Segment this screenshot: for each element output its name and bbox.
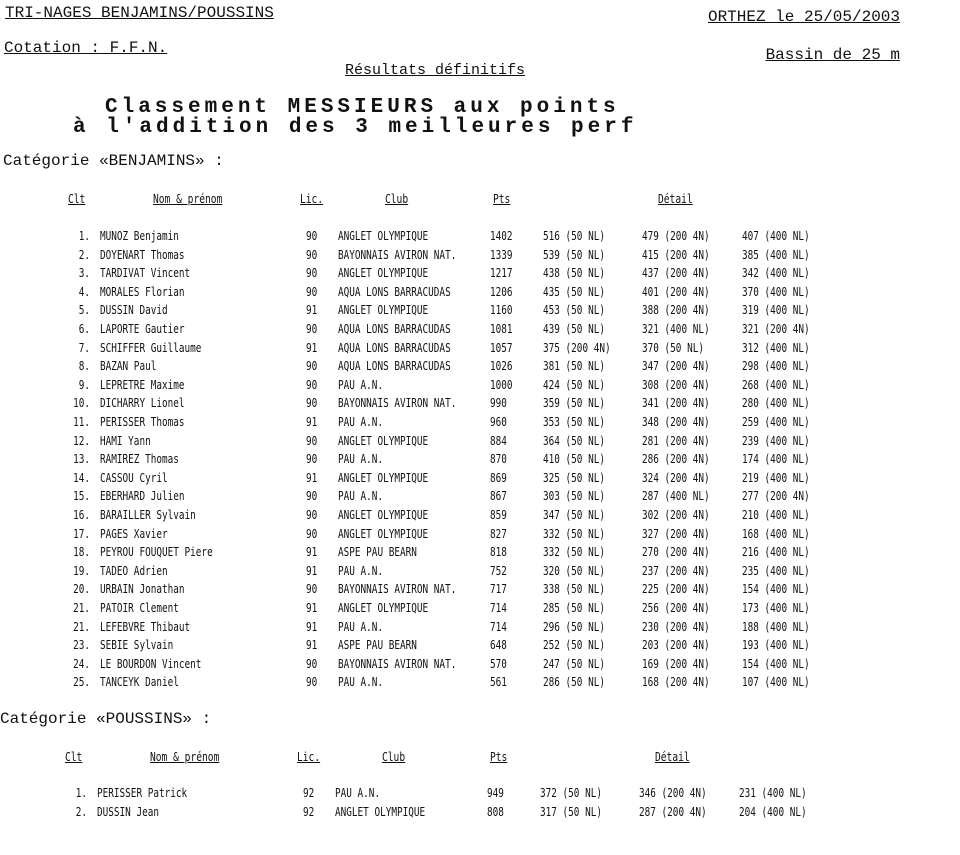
column-header-club: Club <box>385 192 409 206</box>
cell-d2: 370 (50 NL) <box>642 340 704 355</box>
cell-clt: 4. <box>78 284 90 299</box>
cell-d3: 174 (400 NL) <box>742 452 810 467</box>
cell-name: MUNOZ Benjamin <box>100 229 179 243</box>
cell-d3: 298 (400 NL) <box>742 359 810 374</box>
cell-d3: 312 (400 NL) <box>742 340 810 355</box>
cell-d3: 277 (200 4N) <box>742 489 810 504</box>
cell-lic: 90 <box>306 396 318 411</box>
cell-club: ANGLET OLYMPIQUE <box>338 470 429 485</box>
cell-pts: 818 <box>490 545 507 560</box>
cell-club: ANGLET OLYMPIQUE <box>338 303 429 318</box>
cell-pts: 570 <box>490 656 507 671</box>
cell-d1: 303 (50 NL) <box>543 489 605 504</box>
cell-d3: 154 (400 NL) <box>742 582 810 597</box>
table-row <box>0 229 960 247</box>
cell-pts: 648 <box>490 638 507 653</box>
table-row <box>0 805 960 823</box>
cell-lic: 90 <box>306 675 318 690</box>
cell-d2: 479 (200 4N) <box>642 229 710 243</box>
column-header-name: Nom & prénom <box>150 750 220 764</box>
cell-d3: 154 (400 NL) <box>742 656 810 671</box>
cell-d1: 286 (50 NL) <box>543 675 605 690</box>
cell-clt: 11. <box>73 415 90 429</box>
cell-d2: 287 (200 4N) <box>639 804 707 819</box>
cell-name: BARAILLER Sylvain <box>100 508 196 522</box>
cell-clt: 18. <box>73 545 90 560</box>
cell-clt: 5. <box>78 303 90 318</box>
cell-d3: 204 (400 NL) <box>739 804 807 819</box>
cell-d2: 347 (200 4N) <box>642 359 710 374</box>
cell-d2: 401 (200 4N) <box>642 284 710 299</box>
cell-name: SCHIFFER Guillaume <box>100 340 202 355</box>
cell-clt: 25. <box>73 675 90 690</box>
cell-d2: 169 (200 4N) <box>642 656 710 671</box>
cell-d2: 302 (200 4N) <box>642 508 710 522</box>
cell-club: PAU A.N. <box>338 415 384 429</box>
cell-pts: 1402 <box>490 229 513 243</box>
cell-d2: 203 (200 4N) <box>642 638 710 653</box>
table-row <box>0 489 960 507</box>
column-header-lic: Lic. <box>297 750 321 764</box>
cell-d3: 259 (400 NL) <box>742 415 810 429</box>
table-row <box>0 657 960 675</box>
cell-pts: 859 <box>490 508 507 522</box>
cell-d3: 342 (400 NL) <box>742 266 810 281</box>
cell-name: LE BOURDON Vincent <box>100 656 202 671</box>
cell-d1: 347 (50 NL) <box>543 508 605 522</box>
cell-clt: 24. <box>73 656 90 671</box>
cell-d1: 296 (50 NL) <box>543 619 605 634</box>
cell-d3: 321 (200 4N) <box>742 322 810 336</box>
cell-name: TANCEYK Daniel <box>100 675 179 690</box>
cell-d1: 453 (50 NL) <box>543 303 605 318</box>
cell-d1: 424 (50 NL) <box>543 377 605 392</box>
cell-name: TARDIVAT Vincent <box>100 266 191 281</box>
table-row <box>0 786 960 804</box>
cell-clt: 3. <box>78 266 90 281</box>
cell-d2: 225 (200 4N) <box>642 582 710 597</box>
cell-lic: 90 <box>306 582 318 597</box>
cell-d1: 247 (50 NL) <box>543 656 605 671</box>
column-header-pts: Pts <box>490 750 508 764</box>
cell-clt: 7. <box>78 340 90 355</box>
cell-name: HAMI Yann <box>100 433 151 448</box>
cell-d3: 173 (400 NL) <box>742 601 810 615</box>
cell-d1: 439 (50 NL) <box>543 322 605 336</box>
cell-club: PAU A.N. <box>338 489 384 504</box>
cell-name: URBAIN Jonathan <box>100 582 185 597</box>
table-row <box>0 508 960 526</box>
column-header-pts: Pts <box>493 192 511 206</box>
cell-clt: 10. <box>73 396 90 411</box>
table-row <box>0 582 960 600</box>
place-date: ORTHEZ le 25/05/2003 <box>707 8 900 26</box>
cell-d2: 270 (200 4N) <box>642 545 710 560</box>
cell-name: CASSOU Cyril <box>100 470 168 485</box>
cell-lic: 90 <box>306 433 318 448</box>
cell-name: LEPRETRE Maxime <box>100 377 185 392</box>
cell-d3: 193 (400 NL) <box>742 638 810 653</box>
cell-name: PAGES Xavier <box>100 526 168 541</box>
cell-d2: 321 (400 NL) <box>642 322 710 336</box>
cell-d1: 332 (50 NL) <box>543 545 605 560</box>
cell-d3: 168 (400 NL) <box>742 526 810 541</box>
table-row <box>0 341 960 359</box>
cell-d3: 219 (400 NL) <box>742 470 810 485</box>
cell-d1: 332 (50 NL) <box>543 526 605 541</box>
cell-lic: 90 <box>306 322 318 336</box>
cell-pts: 884 <box>490 433 507 448</box>
cell-lic: 92 <box>303 786 315 800</box>
cell-clt: 21. <box>73 601 90 615</box>
cell-clt: 8. <box>78 359 90 374</box>
cell-pts: 869 <box>490 470 507 485</box>
table-row <box>0 564 960 582</box>
cell-club: AQUA LONS BARRACUDAS <box>338 284 451 299</box>
cell-d2: 341 (200 4N) <box>642 396 710 411</box>
cell-name: LEFEBVRE Thibaut <box>100 619 191 634</box>
cell-d1: 325 (50 NL) <box>543 470 605 485</box>
cell-d3: 319 (400 NL) <box>742 303 810 318</box>
cell-d3: 235 (400 NL) <box>742 563 810 578</box>
cell-d3: 107 (400 NL) <box>742 675 810 690</box>
cell-d3: 385 (400 NL) <box>742 247 810 262</box>
cell-club: AQUA LONS BARRACUDAS <box>338 322 451 336</box>
cell-pts: 867 <box>490 489 507 504</box>
cell-name: EBERHARD Julien <box>100 489 185 504</box>
cell-clt: 13. <box>73 452 90 467</box>
category-title: Catégorie «BENJAMINS» : <box>3 152 224 170</box>
cell-pts: 1057 <box>490 340 513 355</box>
cell-clt: 17. <box>73 526 90 541</box>
cell-d3: 216 (400 NL) <box>742 545 810 560</box>
cell-club: PAU A.N. <box>335 786 381 800</box>
table-row <box>0 266 960 284</box>
cell-club: ANGLET OLYMPIQUE <box>338 266 429 281</box>
cell-pts: 808 <box>487 804 504 819</box>
cell-clt: 1. <box>75 786 87 800</box>
cell-lic: 91 <box>306 601 318 615</box>
cell-pts: 714 <box>490 601 507 615</box>
cell-d2: 286 (200 4N) <box>642 452 710 467</box>
cell-club: ANGLET OLYMPIQUE <box>335 804 426 819</box>
cell-lic: 90 <box>306 452 318 467</box>
category-title: Catégorie «POUSSINS» : <box>0 710 212 728</box>
cell-d1: 516 (50 NL) <box>543 229 605 243</box>
cell-lic: 90 <box>306 526 318 541</box>
cell-d3: 407 (400 NL) <box>742 229 810 243</box>
cell-name: RAMIREZ Thomas <box>100 452 179 467</box>
cell-lic: 90 <box>306 489 318 504</box>
cell-pts: 714 <box>490 619 507 634</box>
column-header-clt: Clt <box>68 192 86 206</box>
cell-d1: 438 (50 NL) <box>543 266 605 281</box>
table-row <box>0 415 960 433</box>
cell-d1: 285 (50 NL) <box>543 601 605 615</box>
cell-lic: 90 <box>306 284 318 299</box>
cell-lic: 90 <box>306 359 318 374</box>
cell-lic: 92 <box>303 804 315 819</box>
table-row <box>0 452 960 470</box>
cell-lic: 90 <box>306 266 318 281</box>
cell-d3: 188 (400 NL) <box>742 619 810 634</box>
table-row <box>0 675 960 693</box>
table-row <box>0 322 960 340</box>
cell-pts: 1081 <box>490 322 513 336</box>
cell-name: LAPORTE Gautier <box>100 322 185 336</box>
cell-name: MORALES Florian <box>100 284 185 299</box>
cell-club: PAU A.N. <box>338 675 384 690</box>
cell-club: ASPE PAU BEARN <box>338 638 417 653</box>
cell-pts: 561 <box>490 675 507 690</box>
ranking-title-line2: à l'addition des 3 meilleures perf <box>73 116 638 139</box>
cell-clt: 23. <box>73 638 90 653</box>
cell-d1: 435 (50 NL) <box>543 284 605 299</box>
cell-clt: 2. <box>75 804 87 819</box>
column-header-detail: Détail <box>655 750 690 764</box>
cell-club: ANGLET OLYMPIQUE <box>338 229 429 243</box>
cell-club: ANGLET OLYMPIQUE <box>338 601 429 615</box>
cell-d3: 268 (400 NL) <box>742 377 810 392</box>
cell-d2: 281 (200 4N) <box>642 433 710 448</box>
cell-pts: 1206 <box>490 284 513 299</box>
cell-club: AQUA LONS BARRACUDAS <box>338 359 451 374</box>
cell-d2: 346 (200 4N) <box>639 786 707 800</box>
cell-d3: 370 (400 NL) <box>742 284 810 299</box>
cell-d2: 327 (200 4N) <box>642 526 710 541</box>
cell-d1: 252 (50 NL) <box>543 638 605 653</box>
cell-name: PATOIR Clement <box>100 601 179 615</box>
cell-d2: 287 (400 NL) <box>642 489 710 504</box>
cell-d1: 410 (50 NL) <box>543 452 605 467</box>
cell-lic: 91 <box>306 619 318 634</box>
cell-name: DUSSIN David <box>100 303 168 318</box>
table-row <box>0 378 960 396</box>
cell-pts: 949 <box>487 786 504 800</box>
cell-lic: 91 <box>306 340 318 355</box>
bassin-info: Bassin de 25 m <box>765 46 900 64</box>
cell-name: PERISSER Thomas <box>100 415 185 429</box>
cell-d2: 324 (200 4N) <box>642 470 710 485</box>
cell-d1: 353 (50 NL) <box>543 415 605 429</box>
cell-pts: 960 <box>490 415 507 429</box>
column-header-clt: Clt <box>65 750 83 764</box>
table-row <box>0 638 960 656</box>
cell-pts: 1000 <box>490 377 513 392</box>
column-header-lic: Lic. <box>300 192 324 206</box>
cell-clt: 1. <box>78 229 90 243</box>
cell-lic: 90 <box>306 508 318 522</box>
cell-name: PERISSER Patrick <box>97 786 188 800</box>
cell-club: ASPE PAU BEARN <box>338 545 417 560</box>
cell-d3: 231 (400 NL) <box>739 786 807 800</box>
cell-club: BAYONNAIS AVIRON NAT. <box>338 656 457 671</box>
cell-clt: 20. <box>73 582 90 597</box>
column-header-detail: Détail <box>658 192 693 206</box>
cell-d2: 415 (200 4N) <box>642 247 710 262</box>
cell-pts: 1160 <box>490 303 513 318</box>
cell-d2: 168 (200 4N) <box>642 675 710 690</box>
table-row <box>0 601 960 619</box>
table-row <box>0 285 960 303</box>
cell-name: DICHARRY Lionel <box>100 396 185 411</box>
cell-name: DUSSIN Jean <box>97 804 159 819</box>
cell-club: BAYONNAIS AVIRON NAT. <box>338 582 457 597</box>
cell-name: PEYROU FOUQUET Piere <box>100 545 213 560</box>
cell-pts: 1339 <box>490 247 513 262</box>
cell-d1: 364 (50 NL) <box>543 433 605 448</box>
cell-d1: 338 (50 NL) <box>543 582 605 597</box>
cell-d2: 388 (200 4N) <box>642 303 710 318</box>
cell-d2: 348 (200 4N) <box>642 415 710 429</box>
cell-d1: 381 (50 NL) <box>543 359 605 374</box>
cell-lic: 90 <box>306 247 318 262</box>
cell-pts: 1026 <box>490 359 513 374</box>
table-row <box>0 545 960 563</box>
cell-lic: 91 <box>306 415 318 429</box>
table-row <box>0 527 960 545</box>
cell-lic: 91 <box>306 563 318 578</box>
table-row <box>0 303 960 321</box>
table-row <box>0 434 960 452</box>
cell-name: DOYENART Thomas <box>100 247 185 262</box>
cell-d2: 237 (200 4N) <box>642 563 710 578</box>
cell-club: PAU A.N. <box>338 619 384 634</box>
cell-lic: 91 <box>306 545 318 560</box>
table-row <box>0 359 960 377</box>
cell-pts: 1217 <box>490 266 513 281</box>
cell-clt: 15. <box>73 489 90 504</box>
column-header-club: Club <box>382 750 406 764</box>
table-row <box>0 248 960 266</box>
cell-lic: 91 <box>306 638 318 653</box>
cell-lic: 91 <box>306 303 318 318</box>
cell-d3: 239 (400 NL) <box>742 433 810 448</box>
cell-club: ANGLET OLYMPIQUE <box>338 508 429 522</box>
cell-pts: 827 <box>490 526 507 541</box>
cell-club: PAU A.N. <box>338 377 384 392</box>
cell-clt: 14. <box>73 470 90 485</box>
cell-lic: 91 <box>306 470 318 485</box>
results-status: Résultats définitifs <box>345 62 526 79</box>
cell-clt: 9. <box>78 377 90 392</box>
cell-club: ANGLET OLYMPIQUE <box>338 433 429 448</box>
cell-pts: 752 <box>490 563 507 578</box>
event-title: TRI-NAGES BENJAMINS/POUSSINS <box>5 4 274 22</box>
cell-d2: 230 (200 4N) <box>642 619 710 634</box>
cell-club: ANGLET OLYMPIQUE <box>338 526 429 541</box>
cell-lic: 90 <box>306 229 318 243</box>
cell-club: PAU A.N. <box>338 452 384 467</box>
cell-d2: 256 (200 4N) <box>642 601 710 615</box>
cell-pts: 717 <box>490 582 507 597</box>
table-row <box>0 620 960 638</box>
cell-d1: 372 (50 NL) <box>540 786 602 800</box>
cell-d1: 359 (50 NL) <box>543 396 605 411</box>
cell-d1: 539 (50 NL) <box>543 247 605 262</box>
cell-club: PAU A.N. <box>338 563 384 578</box>
cell-name: TADEO Adrien <box>100 563 168 578</box>
cell-club: BAYONNAIS AVIRON NAT. <box>338 396 457 411</box>
cell-d1: 320 (50 NL) <box>543 563 605 578</box>
table-row <box>0 471 960 489</box>
cell-pts: 990 <box>490 396 507 411</box>
cotation: Cotation : F.F.N. <box>4 39 168 57</box>
cell-name: BAZAN Paul <box>100 359 157 374</box>
ranking-title-line1: Classement MESSIEURS aux points <box>105 96 620 119</box>
cell-d2: 308 (200 4N) <box>642 377 710 392</box>
cell-d1: 375 (200 4N) <box>543 340 611 355</box>
cell-club: AQUA LONS BARRACUDAS <box>338 340 451 355</box>
cell-d3: 210 (400 NL) <box>742 508 810 522</box>
column-header-name: Nom & prénom <box>153 192 223 206</box>
cell-name: SEBIE Sylvain <box>100 638 174 653</box>
cell-lic: 90 <box>306 656 318 671</box>
cell-clt: 6. <box>78 322 90 336</box>
cell-d2: 437 (200 4N) <box>642 266 710 281</box>
cell-clt: 19. <box>73 563 90 578</box>
cell-pts: 870 <box>490 452 507 467</box>
cell-clt: 12. <box>73 433 90 448</box>
cell-d3: 280 (400 NL) <box>742 396 810 411</box>
cell-d1: 317 (50 NL) <box>540 804 602 819</box>
table-row <box>0 396 960 414</box>
cell-lic: 90 <box>306 377 318 392</box>
cell-clt: 16. <box>73 508 90 522</box>
cell-club: BAYONNAIS AVIRON NAT. <box>338 247 457 262</box>
cell-clt: 2. <box>78 247 90 262</box>
cell-clt: 21. <box>73 619 90 634</box>
